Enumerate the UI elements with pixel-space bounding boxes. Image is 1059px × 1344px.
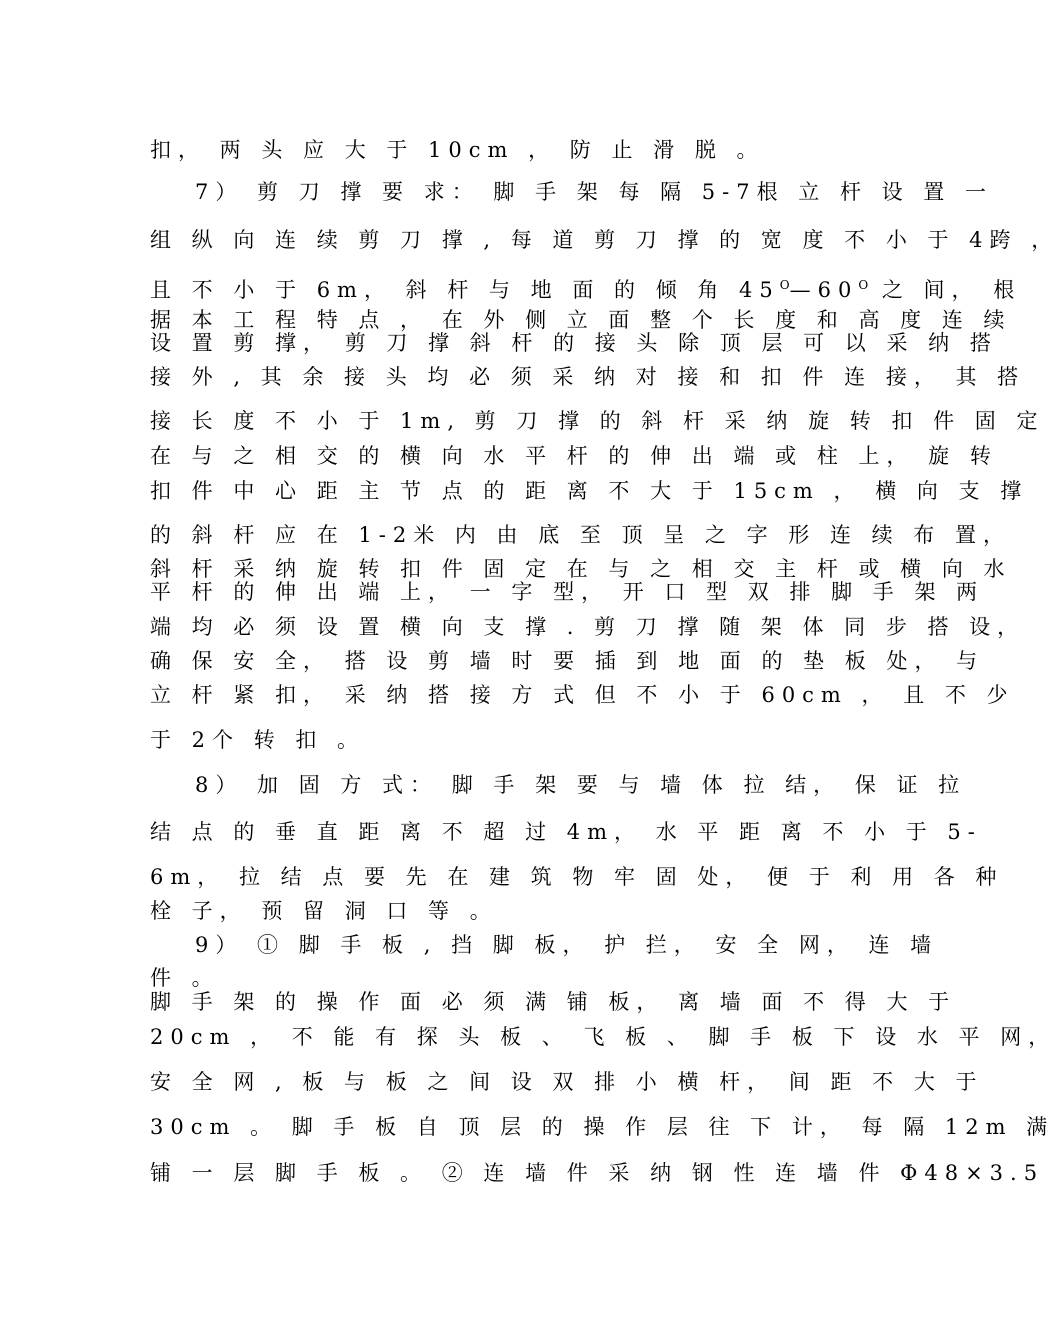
text-line: 斜 杆 采 纳 旋 转 扣 件 固 定 在 与 之 相 交 主 杆 或 横 向 水 (150, 557, 1012, 581)
text-line: 组 纵 向 连 续 剪 刀 撑 , 每 道 剪 刀 撑 的 宽 度 不 小 于 4跨 ， (150, 228, 1059, 252)
text-line: 9） ① 脚 手 板 , 挡 脚 板， 护 拦， 安 全 网， 连 墙 (195, 933, 939, 957)
text-line: 据 本 工 程 特 点 ， 在 外 侧 立 面 整 个 长 度 和 高 度 连 续 (150, 308, 1012, 332)
text-line: 20cm ， 不 能 有 探 头 板 、 飞 板 、 脚 手 板 下 设 水 平 网， (150, 1025, 1057, 1049)
text-line: 在 与 之 相 交 的 横 向 水 平 杆 的 伸 出 端 或 柱 上， 旋 转 (150, 444, 998, 468)
text-line: 的 斜 杆 应 在 1-2米 内 由 底 至 顶 呈 之 字 形 连 续 布 置， (150, 523, 1011, 547)
text-line: 30cm 。 脚 手 板 自 顶 层 的 操 作 层 往 下 计， 每 隔 12m 满 (150, 1115, 1055, 1139)
text-line: 接 长 度 不 小 于 1m, 剪 刀 撑 的 斜 杆 采 纳 旋 转 扣 件 固 定 (150, 409, 1045, 433)
text-line: 端 均 必 须 设 置 横 向 支 撑 . 剪 刀 撑 随 架 体 同 步 搭 设， (150, 615, 1026, 639)
text-line: 确 保 安 全， 搭 设 剪 墙 时 要 插 到 地 面 的 垫 板 处， 与 (150, 649, 985, 673)
text-line: 6m， 拉 结 点 要 先 在 建 筑 物 牢 固 处， 便 于 利 用 各 种 (150, 865, 1004, 889)
text-line: 接 外 , 其 余 接 头 均 必 须 采 纳 对 接 和 扣 件 连 接， 其 搭 (150, 365, 1026, 389)
degree-superscript: O (779, 278, 790, 292)
text-segment: 且 不 小 于 6m， 斜 杆 与 地 面 的 倾 角 45 (150, 278, 780, 302)
text-line: 扣， 两 头 应 大 于 10cm ， 防 止 滑 脱 。 (150, 138, 765, 162)
text-line: 脚 手 架 的 操 作 面 必 须 满 铺 板， 离 墙 面 不 得 大 于 (150, 990, 957, 1014)
text-line: 平 杆 的 伸 出 端 上， 一 字 型， 开 口 型 双 排 脚 手 架 两 (150, 580, 985, 604)
text-line: 结 点 的 垂 直 距 离 不 超 过 4m， 水 平 距 离 不 小 于 5- (150, 820, 982, 844)
text-line: 栓 子， 预 留 洞 口 等 。 (150, 899, 498, 923)
text-line: 安 全 网 , 板 与 板 之 间 设 双 排 小 横 杆， 间 距 不 大 于 (150, 1070, 984, 1094)
text-segment: 之 间， 根 (868, 278, 1022, 302)
text-line (150, 271, 1022, 304)
text-line: 扣 件 中 心 距 主 节 点 的 距 离 不 大 于 15cm ， 横 向 支 撑 (150, 479, 1029, 503)
text-line: 件 。 (150, 966, 220, 990)
text-line: 设 置 剪 撑， 剪 刀 撑 斜 杆 的 接 头 除 顶 层 可 以 采 纳 搭 (150, 331, 998, 355)
text-line: 铺 一 层 脚 手 板 。 ② 连 墙 件 采 纳 钢 性 连 墙 件 Φ48×3.5 (150, 1161, 1045, 1185)
text-segment: —60 (789, 278, 859, 302)
text-line: 立 杆 紧 扣， 采 纳 搭 接 方 式 但 不 小 于 60cm ， 且 不 少 (150, 683, 1015, 707)
text-line: 7） 剪 刀 撑 要 求： 脚 手 架 每 隔 5-7根 立 杆 设 置 一 (195, 180, 993, 204)
degree-superscript: O (858, 278, 869, 292)
text-line: 8） 加 固 方 式： 脚 手 架 要 与 墙 体 拉 结， 保 证 拉 (195, 773, 967, 797)
text-line: 于 2个 转 扣 。 (150, 728, 366, 752)
